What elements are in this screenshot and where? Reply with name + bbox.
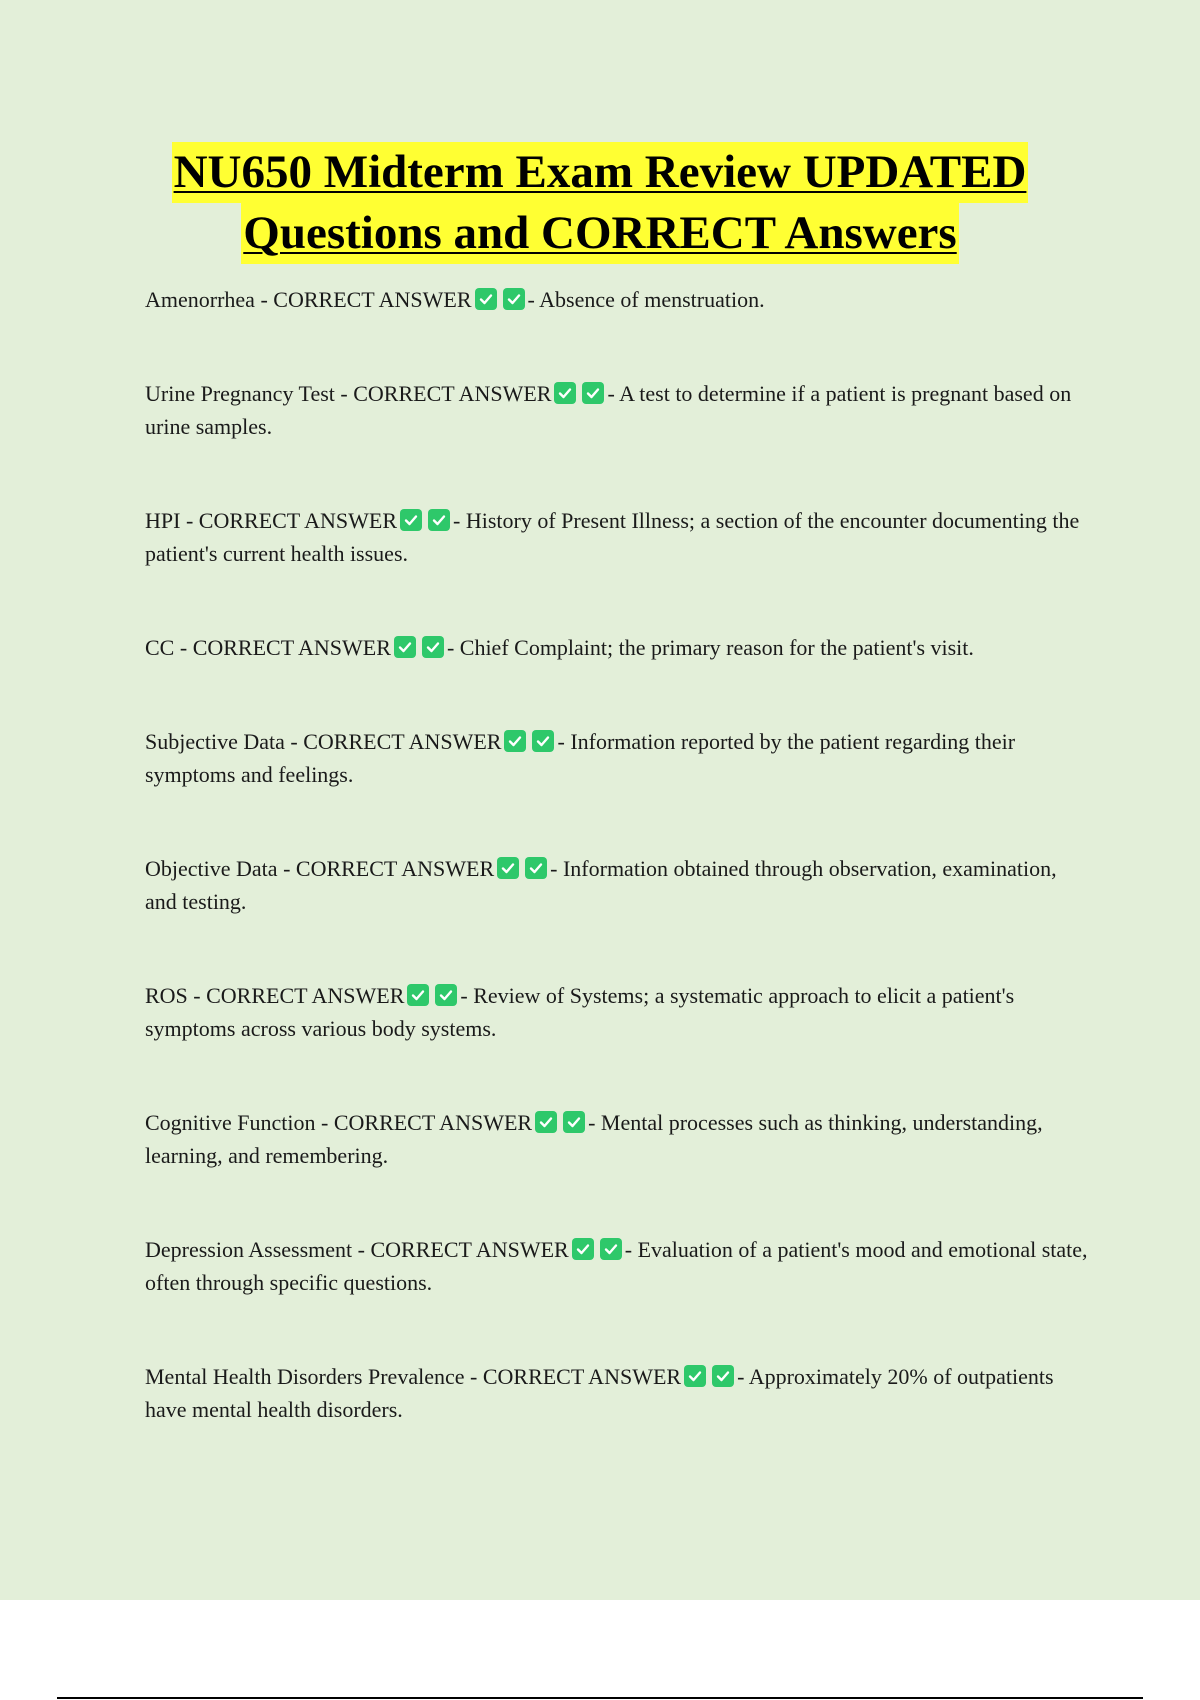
check-mark-icon: [684, 1365, 706, 1387]
qa-separator: -: [453, 508, 461, 533]
qa-answer: Absence of menstruation.: [539, 287, 765, 312]
check-mark-icon: [407, 984, 429, 1006]
qa-term: Amenorrhea: [145, 287, 255, 312]
qa-item: [145, 1106, 1090, 1172]
qa-separator: -: [607, 381, 615, 406]
qa-separator: -: [557, 729, 565, 754]
qa-term: Depression Assessment: [145, 1237, 353, 1262]
qa-separator: -: [460, 983, 468, 1008]
check-mark-icon: [525, 857, 547, 879]
qa-item: [145, 725, 1090, 791]
qa-separator: -: [357, 1237, 365, 1262]
check-mark-icon: [394, 636, 416, 658]
qa-item: [145, 852, 1090, 918]
check-mark-icon: [504, 730, 526, 752]
qa-answer: Mental processes such as thinking, understanding, learning, and remembering.: [145, 1110, 1043, 1168]
qa-separator: -: [624, 1237, 633, 1262]
check-mark-icon: [475, 288, 497, 310]
qa-separator: -: [179, 635, 188, 660]
qa-term: CC: [145, 635, 175, 660]
correct-answer-label: CORRECT ANSWER: [192, 635, 391, 660]
qa-answer: Information reported by the patient regarding their symptoms and feelings.: [145, 729, 1016, 787]
qa-term: Objective Data: [145, 856, 278, 881]
qa-separator: -: [446, 635, 455, 660]
qa-answer: Chief Complaint; the primary reason for the patient's visit.: [459, 635, 974, 660]
correct-answer-label: CORRECT ANSWER: [333, 1110, 533, 1135]
qa-separator: -: [290, 729, 298, 754]
qa-separator: -: [527, 287, 535, 312]
check-mark-icon: [503, 288, 525, 310]
qa-item: [145, 377, 1090, 443]
qa-answer: A test to determine if a patient is pregnant based on urine samples.: [145, 381, 1072, 439]
qa-answer: Information obtained through observation, examination, and testing.: [145, 856, 1057, 914]
qa-item: [145, 283, 1090, 316]
qa-list: [145, 283, 1090, 1487]
qa-separator: -: [470, 1364, 478, 1389]
check-mark-icon: [532, 730, 554, 752]
qa-separator: -: [550, 856, 558, 881]
correct-answer-label: CORRECT ANSWER: [206, 983, 405, 1008]
qa-term: Cognitive Function: [145, 1110, 316, 1135]
title-line-2: Questions and CORRECT Answers: [241, 203, 958, 264]
correct-answer-label: CORRECT ANSWER: [198, 508, 398, 533]
qa-separator: -: [185, 508, 194, 533]
correct-answer-label: CORRECT ANSWER: [295, 856, 495, 881]
qa-term: Subjective Data: [145, 729, 285, 754]
check-mark-icon: [400, 509, 422, 531]
qa-item: [145, 504, 1090, 570]
check-mark-icon: [572, 1238, 594, 1260]
check-mark-icon: [428, 509, 450, 531]
qa-separator: -: [737, 1364, 745, 1389]
qa-separator: -: [588, 1110, 596, 1135]
check-mark-icon: [582, 382, 604, 404]
qa-term: Mental Health Disorders Prevalence: [145, 1364, 465, 1389]
check-mark-icon: [435, 984, 457, 1006]
qa-separator: -: [321, 1110, 329, 1135]
correct-answer-label: CORRECT ANSWER: [273, 287, 472, 312]
qa-item: [145, 1233, 1090, 1299]
check-mark-icon: [422, 636, 444, 658]
qa-item: [145, 979, 1090, 1045]
qa-answer: Approximately 20% of outpatients have mental health disorders.: [145, 1364, 1054, 1422]
correct-answer-label: CORRECT ANSWER: [482, 1364, 682, 1389]
title-line-1: NU650 Midterm Exam Review UPDATED: [172, 142, 1029, 203]
qa-item: [145, 631, 1090, 664]
correct-answer-label: CORRECT ANSWER: [303, 729, 502, 754]
qa-answer: History of Present Illness; a section of the encounter documenting the patient's current health issues.: [145, 508, 1080, 566]
correct-answer-label: CORRECT ANSWER: [353, 381, 552, 406]
qa-answer: Review of Systems; a systematic approach to elicit a patient's symptoms across various body systems.: [145, 983, 1015, 1041]
qa-answer: Evaluation of a patient's mood and emotional state, often through specific questions.: [145, 1237, 1088, 1295]
check-mark-icon: [712, 1365, 734, 1387]
check-mark-icon: [563, 1111, 585, 1133]
qa-separator: -: [283, 856, 291, 881]
check-mark-icon: [535, 1111, 557, 1133]
qa-item: [145, 1360, 1090, 1426]
qa-separator: -: [193, 983, 201, 1008]
qa-term: HPI: [145, 508, 181, 533]
qa-term: ROS: [145, 983, 188, 1008]
qa-term: Urine Pregnancy Test: [145, 381, 335, 406]
check-mark-icon: [554, 382, 576, 404]
document-title: [0, 142, 1200, 264]
footer-divider: [57, 1697, 1143, 1699]
correct-answer-label: CORRECT ANSWER: [370, 1237, 569, 1262]
check-mark-icon: [600, 1238, 622, 1260]
qa-separator: -: [340, 381, 348, 406]
qa-separator: -: [260, 287, 268, 312]
check-mark-icon: [497, 857, 519, 879]
